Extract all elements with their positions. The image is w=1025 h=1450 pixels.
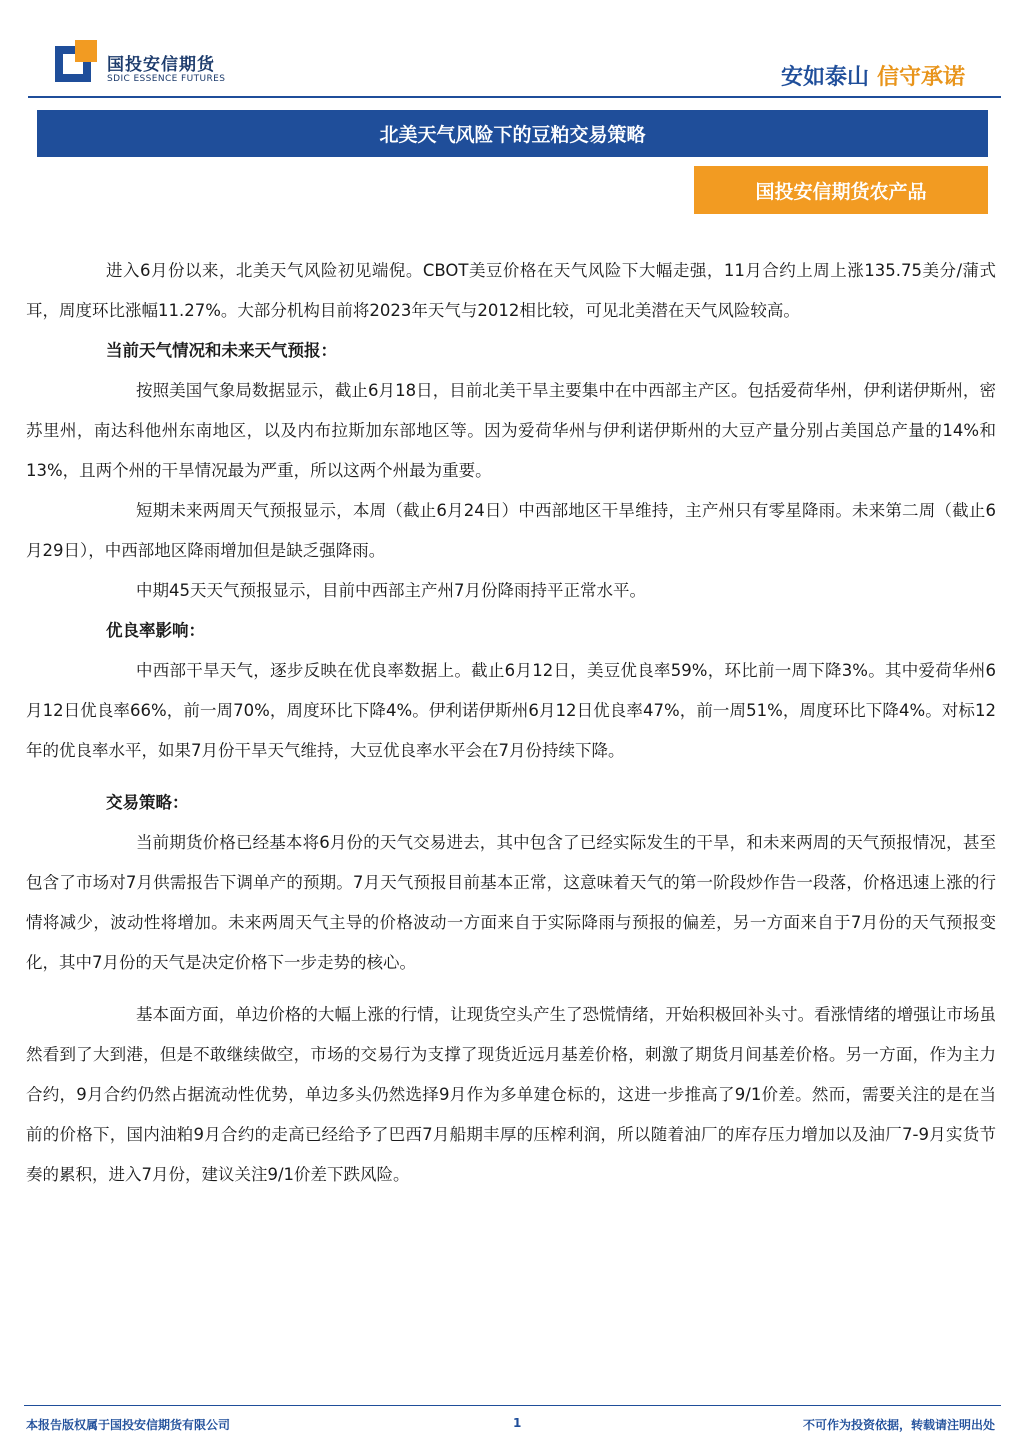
section-heading-strategy: 交易策略： [106,793,189,812]
header-slogan [781,60,965,91]
report-body [26,251,996,1195]
paragraph-strategy: 当前期货价格已经基本将6月份的天气交易进去，其中包含了已经实际发生的干旱，和未来两周的天气预报情况，甚至包含了市场对7月供需报告下调单产的预期。7月天气预报目前基本正常，这意味着天气的第一阶段炒作告一段落，价格迅速上涨的行情将减少，波动性将增加。未来两周天气主导的价格波动一方面来自于实际降雨与预报的偏差，另一方面来自于7月份的天气预报变化，其中7月份的天气是决定价格下一步走势的核心。 [26,833,996,972]
category-tag [694,166,988,214]
category-tag-label: 国投安信期货农产品 [755,180,927,203]
slogan-part-2: 信守承诺 [876,65,965,90]
paragraph-mid-term-forecast: 中期45天天气预报显示，目前中西部主产州7月份降雨持平正常水平。 [136,581,646,600]
section-heading-weather: 当前天气情况和未来天气预报： [106,341,337,360]
slogan-part-1: 安如泰山 [780,65,869,90]
paragraph-spacer [26,983,996,995]
footer-divider [24,1405,1001,1406]
logo-text-en: SDIC ESSENCE FUTURES [107,74,226,84]
paragraph-crop-rating: 中西部干旱天气，逐步反映在优良率数据上。截止6月12日，美豆优良率59%，环比前一周下降3%。其中爱荷华州6月12日优良率66%，前一周70%，周度环比下降4%。伊利诺伊斯州6月12日优良率47%，前一周51%，周度环比下降4%。对标12年的优良率水平，如果7月份干旱天气维持，大豆优良率水平会在7月份持续下降。 [26,661,996,760]
paragraph-short-term-forecast: 短期未来两周天气预报显示，本周（截止6月24日）中西部地区干旱维持，主产州只有零星降雨。未来第二周（截止6月29日），中西部地区降雨增加但是缺乏强降雨。 [26,501,996,560]
footer-disclaimer: 不可作为投资依据，转载请注明出处 [802,1418,995,1432]
paragraph-spacer [26,771,996,783]
report-title-bar [37,110,988,157]
logo-text-cn: 国投安信期货 [107,55,215,75]
report-title: 北美天气风险下的豆粕交易策略 [379,124,646,146]
paragraph-fundamentals: 基本面方面，单边价格的大幅上涨的行情，让现货空头产生了恐慌情绪，开始积极回补头寸。看涨情绪的增强让市场虽然看到了大到港，但是不敢继续做空，市场的交易行为支撑了现货近远月基差价格，刺激了期货月间基差价格。另一方面，作为主力合约，9月合约仍然占据流动性优势，单边多头仍然选择9月作为多单建仓标的，这进一步推高了9/1价差。然而，需要关注的是在当前的价格下，国内油粕9月合约的走高已经给予了巴西7月船期丰厚的压榨利润，所以随着油厂的库存压力增加以及油厂7-9月实货节奏的累积，进入7月份，建议关注9/1价差下跌风险。 [26,1005,996,1184]
paragraph-drought: 按照美国气象局数据显示，截止6月18日，目前北美干旱主要集中在中西部主产区。包括爱荷华州，伊利诺伊斯州，密苏里州，南达科他州东南地区，以及内布拉斯加东部地区等。因为爱荷华州与伊利诺伊斯州的大豆产量分别占美国总产量的14%和13%，且两个州的干旱情况最为严重，所以这两个州最为重要。 [26,381,996,480]
section-heading-crop-rating: 优良率影响： [106,621,205,640]
page-number: 1 [513,1416,522,1430]
paragraph-intro: 进入6月份以来，北美天气风险初见端倪。CBOT美豆价格在天气风险下大幅走强，11月合约上周上涨135.75美分/蒲式耳，周度环比涨幅11.27%。大部分机构目前将2023年天气与2012相比较，可见北美潜在天气风险较高。 [26,261,996,320]
company-logo-icon [55,40,97,82]
footer-copyright: 本报告版权属于国投安信期货有限公司 [26,1418,231,1432]
header-divider [28,96,1001,98]
page-header [0,0,1025,100]
page-footer [26,1416,995,1440]
